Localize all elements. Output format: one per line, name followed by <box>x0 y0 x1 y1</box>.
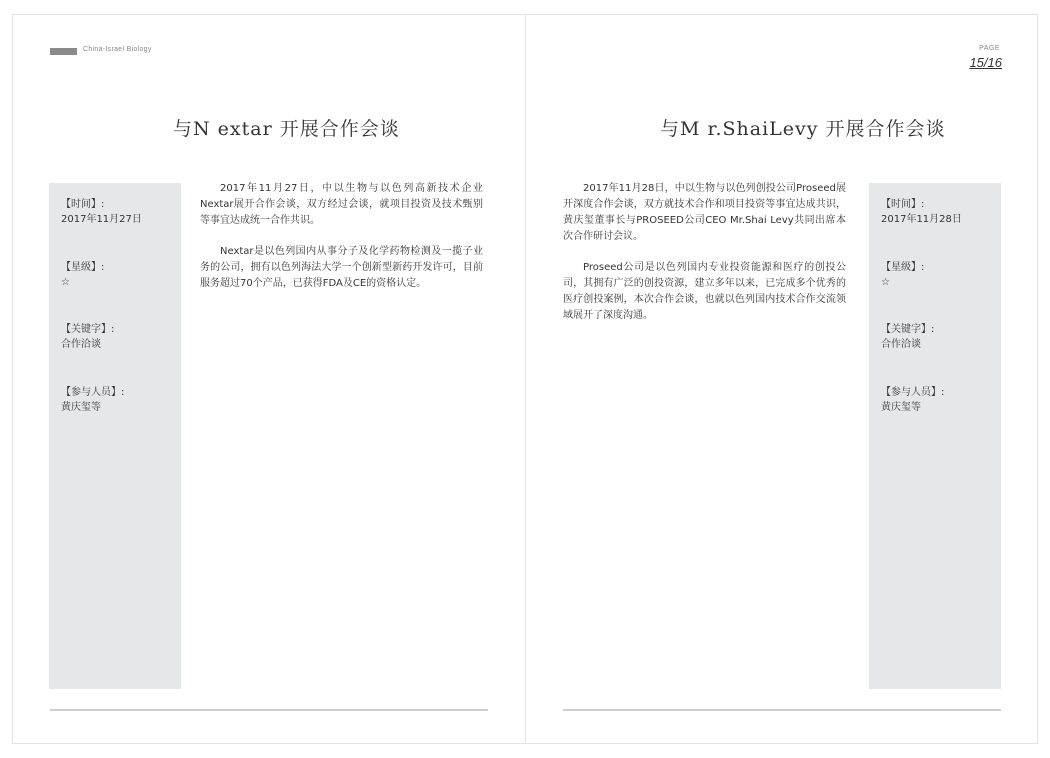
meta-label: 【星级】: <box>881 262 925 273</box>
meta-label: 【参与人员】: <box>881 387 945 398</box>
left-article-body <box>200 181 483 307</box>
meta-rating <box>61 260 104 290</box>
article-paragraph: Nextar是以色列国内从事分子及化学药物检测及一揽子业务的公司，拥有以色列海法大学一个创新型新药开发许可，目前服务超过70个产品，已获得FDA及CE的资格认定。 <box>200 246 483 289</box>
star-icon: ☆ <box>881 277 890 288</box>
brand-bar-mark <box>50 48 77 55</box>
meta-time <box>881 197 962 227</box>
right-page-title: 与M r.ShaiLevy 开展合作会谈 <box>660 118 946 140</box>
right-article-body <box>563 181 846 339</box>
meta-label: 【时间】: <box>881 199 925 210</box>
meta-participants <box>61 385 124 415</box>
left-page-title: 与N extar 开展合作会谈 <box>173 118 400 140</box>
meta-value: 2017年11月28日 <box>881 214 962 225</box>
left-info-sidebar <box>49 183 181 689</box>
star-icon: ☆ <box>61 277 70 288</box>
meta-label: 【星级】: <box>61 262 105 273</box>
right-footer-rule <box>563 709 1001 711</box>
article-paragraph: 2017年11月28日，中以生物与以色列创投公司Proseed展开深度合作会谈，双方就技术合作和项目投资等事宜达成共识，黄庆玺董事长与PROSEED公司CEO Mr.Shai Levy共同出席本次合作研讨会议。 <box>563 183 846 242</box>
left-footer-rule <box>50 709 488 711</box>
meta-value: 合作洽谈 <box>881 339 921 350</box>
page-number: 15/16 <box>969 55 1002 70</box>
article-paragraph: 2017年11月27日，中以生物与以色列高新技术企业Nextar展开合作会谈，双方经过会谈，就项目投资及技术甄别等事宜达成统一合作共识。 <box>200 183 483 226</box>
meta-label: 【关键字】: <box>881 324 935 335</box>
meta-keywords <box>61 322 114 352</box>
meta-label: 【关键字】: <box>61 324 115 335</box>
page-fold-divider <box>525 14 526 744</box>
article-paragraph: Proseed公司是以色列国内专业投资能源和医疗的创投公司，其拥有广泛的创投资源，建立多年以来，已完成多个优秀的医疗创投案例，本次合作会谈，也就以色列国内技术合作交流领域展开了深度沟通。 <box>563 262 846 321</box>
meta-value: 黄庆玺等 <box>61 402 101 413</box>
meta-participants <box>881 385 944 415</box>
meta-value: 黄庆玺等 <box>881 402 921 413</box>
meta-value: 2017年11月27日 <box>61 214 142 225</box>
brand-name: China-Israel Biology <box>83 46 152 53</box>
page-label: PAGE <box>979 45 1000 52</box>
meta-label: 【参与人员】: <box>61 387 125 398</box>
meta-label: 【时间】: <box>61 199 105 210</box>
meta-value: 合作洽谈 <box>61 339 101 350</box>
right-info-sidebar <box>869 183 1001 689</box>
meta-time <box>61 197 142 227</box>
meta-rating <box>881 260 924 290</box>
meta-keywords <box>881 322 934 352</box>
